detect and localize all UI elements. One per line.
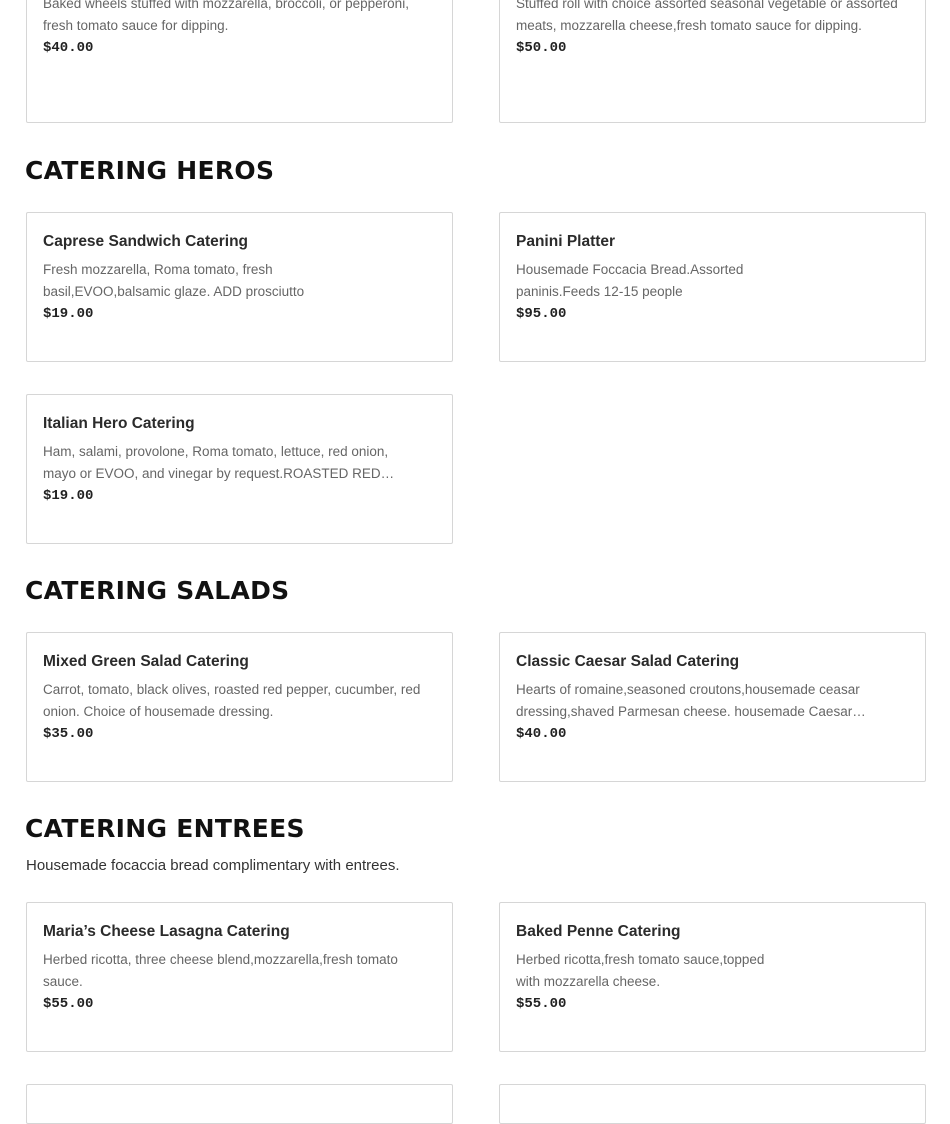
item-price: $19.00 (43, 306, 94, 322)
menu-item-card[interactable] (499, 0, 926, 123)
menu-item-card[interactable] (26, 632, 453, 782)
section-title-entrees: CATERING ENTREES (25, 814, 305, 843)
menu-item-card[interactable] (499, 902, 926, 1052)
menu-item-card[interactable] (26, 0, 453, 123)
item-description: Carrot, tomato, black olives, roasted red pepper, cucumber, red onion. Choice of housemade dressing. (43, 682, 421, 719)
item-description: Ham, salami, provolone, Roma tomato, lettuce, red onion, mayo or EVOO, and vinegar by request.ROASTED RED (43, 444, 389, 481)
menu-item-card[interactable] (26, 394, 453, 544)
item-price: $55.00 (43, 996, 94, 1012)
item-price: $35.00 (43, 726, 94, 742)
menu-item-card[interactable] (499, 632, 926, 782)
item-name: Baked Penne Catering (516, 923, 681, 940)
item-price: $55.00 (516, 996, 567, 1012)
menu-item-card[interactable] (26, 902, 453, 1052)
menu-item-card[interactable] (26, 212, 453, 362)
item-price: $50.00 (516, 40, 567, 56)
item-description: Herbed ricotta,fresh tomato sauce,topped with mozzarella cheese. (516, 952, 765, 989)
item-name: Maria’s Cheese Lasagna Catering (43, 923, 290, 940)
item-price: $40.00 (43, 40, 94, 56)
item-description: Baked wheels stuffed with mozzarella, broccoli, or pepperoni, fresh tomato sauce for dipping. (43, 0, 409, 33)
menu-item-card[interactable] (499, 1084, 926, 1124)
item-description: Hearts of romaine,seasoned croutons,housemade ceasar dressing,shaved Parmesan cheese. housemade Caesar (516, 682, 860, 719)
item-name: Italian Hero Catering (43, 415, 195, 432)
item-name: Caprese Sandwich Catering (43, 233, 249, 250)
item-name: Mixed Green Salad Catering (43, 653, 249, 670)
item-description: Fresh mozzarella, Roma tomato, fresh basil,EVOO,balsamic glaze. ADD prosciutto (43, 262, 305, 299)
item-description: Housemade Foccacia Bread.Assorted paninis.Feeds 12-15 people (516, 262, 744, 299)
item-name: Classic Caesar Salad Catering (516, 653, 740, 670)
item-price: $19.00 (43, 488, 94, 504)
menu-item-card[interactable] (499, 212, 926, 362)
item-price: $40.00 (516, 726, 567, 742)
menu-item-card[interactable] (26, 1084, 453, 1124)
section-note: Housemade focaccia bread complimentary with entrees. (26, 857, 400, 874)
item-description: Herbed ricotta, three cheese blend,mozzarella,fresh tomato sauce. (43, 952, 398, 989)
item-name: Panini Platter (516, 233, 616, 250)
item-description: Stuffed roll with choice assorted seasonal vegetable or assorted meats, mozzarella cheese,fresh tomato sauce for dipping. (516, 0, 898, 33)
item-price: $95.00 (516, 306, 567, 322)
section-title-heros: CATERING HEROS (25, 156, 275, 185)
section-title-salads: CATERING SALADS (25, 576, 290, 605)
